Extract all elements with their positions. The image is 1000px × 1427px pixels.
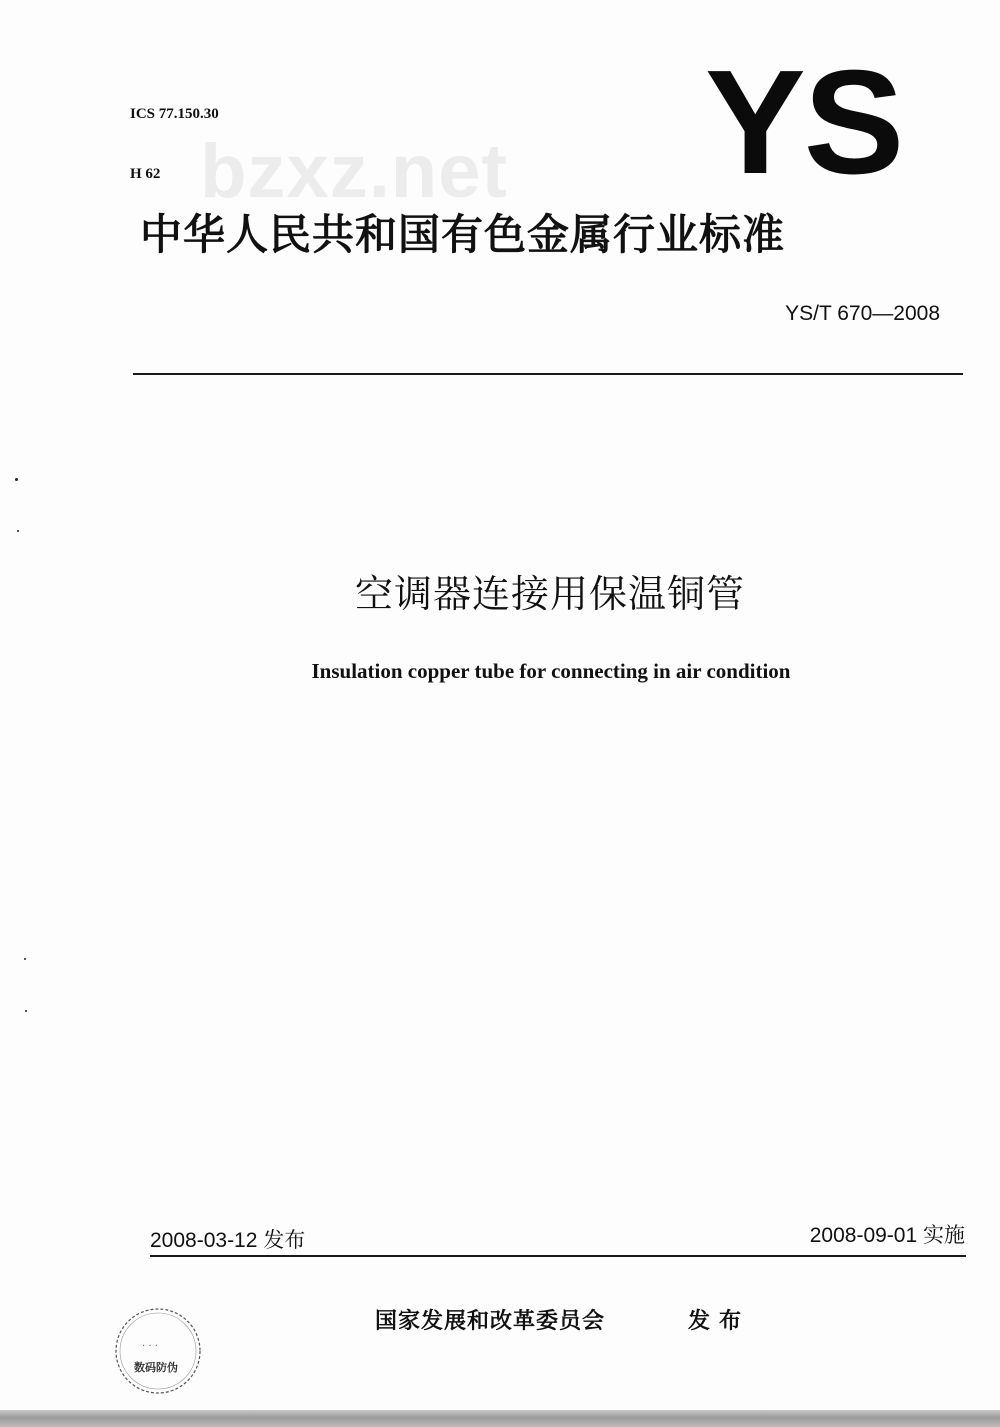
- publish-date: 2008-03-12 发布: [150, 1229, 306, 1252]
- standard-number: YS/T 670—2008: [785, 302, 940, 325]
- scan-edge-band: [0, 1410, 1000, 1427]
- top-divider: [133, 373, 963, 375]
- ys-logo: YS: [705, 40, 903, 205]
- title-chinese: 空调器连接用保温铜管: [354, 572, 745, 616]
- scan-speck: [24, 958, 26, 960]
- svg-text:数码防伪: 数码防伪: [134, 1361, 178, 1374]
- category-code: H 62: [130, 166, 161, 182]
- issuer-action: 发布: [688, 1309, 751, 1334]
- issuing-authority: 国家发展和改革委员会: [375, 1309, 606, 1334]
- implement-date: 2008-09-01 实施: [809, 1224, 965, 1247]
- standard-title: 中华人民共和国有色金属行业标准: [140, 210, 786, 259]
- scan-speck: [15, 478, 18, 481]
- anti-counterfeit-stamp: [112, 1305, 204, 1397]
- title-english: Insulation copper tube for connecting in air condition: [311, 659, 791, 683]
- scan-speck: [25, 1010, 27, 1012]
- scan-speck: [17, 530, 19, 532]
- watermark: bzxz.net: [200, 129, 508, 214]
- ics-code: ICS 77.150.30: [130, 106, 219, 122]
- bottom-divider: [150, 1255, 966, 1257]
- svg-text:· · ·: · · ·: [142, 1341, 158, 1352]
